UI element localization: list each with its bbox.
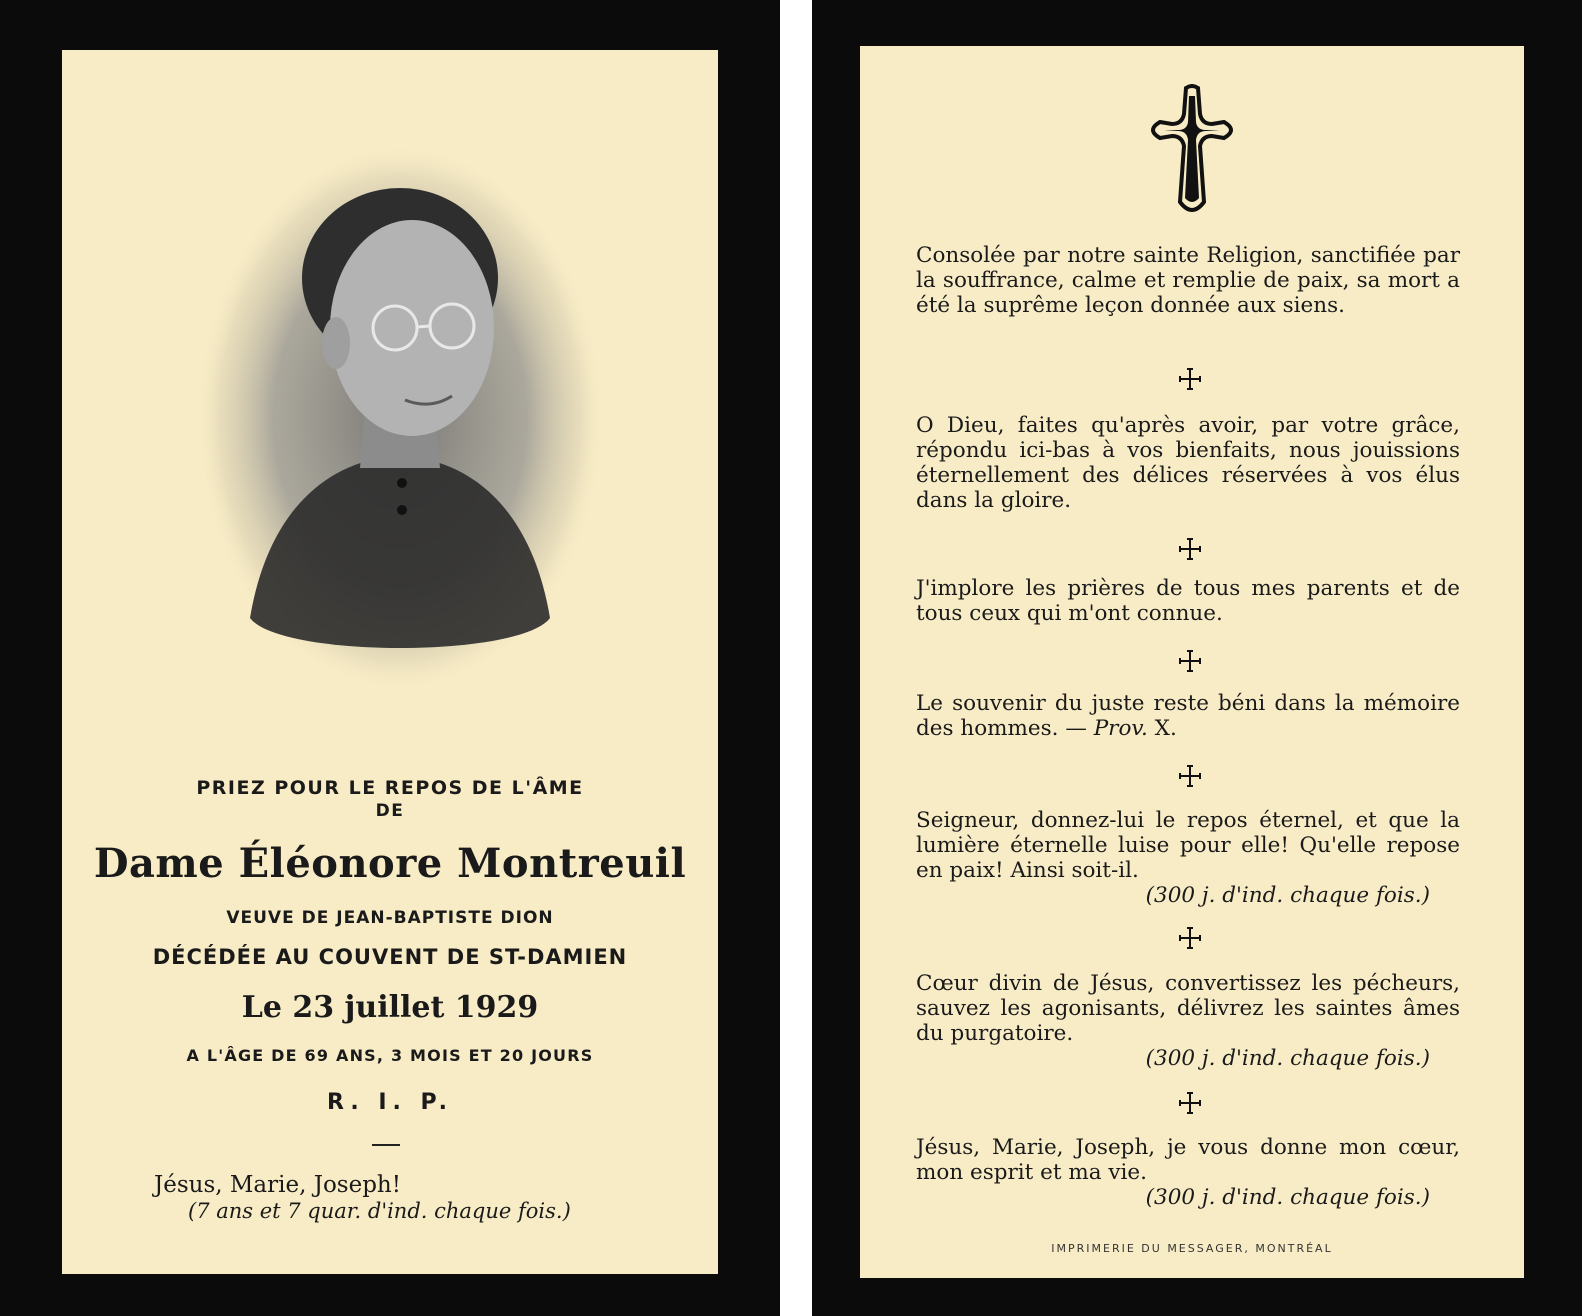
seigneur-text: Seigneur, donnez-lui le repos éternel, et que la lumière éternelle luise pour elle! Qu'elle repose en paix! Ainsi soit-il. <box>916 808 1460 883</box>
cross-icon <box>1146 84 1238 216</box>
maltese-cross-icon <box>1178 367 1202 391</box>
maltese-cross-icon <box>1178 926 1202 950</box>
pray-line: PRIEZ POUR LE REPOS DE L'ÂME <box>196 777 584 799</box>
maltese-cross-icon <box>1178 537 1202 561</box>
paragraph-souvenir <box>916 691 1460 741</box>
paragraph-coeur <box>916 971 1460 1071</box>
paragraph-seigneur <box>916 808 1460 908</box>
paragraph-consolation: Consolée par notre sainte Religion, sanctifiée par la souffrance, calme et remplie de paix, sa mort a été la suprême leçon donnée aux siens. <box>916 243 1460 318</box>
deceased-place-line: DÉCÉDÉE AU COUVENT DE ST-DAMIEN <box>152 945 628 969</box>
seigneur-indulgence: (300 j. d'ind. chaque fois.) <box>1145 883 1430 908</box>
age-line: A L'ÂGE DE 69 ANS, 3 MOIS ET 20 JOURS <box>186 1046 594 1065</box>
jesus-marie-indulgence: (300 j. d'ind. chaque fois.) <box>1145 1185 1430 1210</box>
divider <box>372 1144 400 1146</box>
invocation: Jésus, Marie, Joseph! <box>154 1172 401 1198</box>
souvenir-text: Le souvenir du juste reste béni dans la mémoire des hommes. — <box>916 691 1460 741</box>
widow-line: VEUVE DE JEAN-BAPTISTE DION <box>226 908 554 928</box>
memorial-card-front <box>0 0 780 1316</box>
souvenir-ref: Prov. <box>1093 716 1148 741</box>
maltese-cross-icon <box>1178 1091 1202 1115</box>
jesus-marie-text: Jésus, Marie, Joseph, je vous donne mon cœur, mon esprit et ma vie. <box>916 1135 1460 1185</box>
paragraph-prayer-god: O Dieu, faites qu'après avoir, par votre grâce, répondu ici-bas à vos bienfaits, nous jouissions éternellement des délices réservées à vos élus dans la gloire. <box>916 413 1460 513</box>
deceased-name: Dame Éléonore Montreuil <box>93 840 687 887</box>
rip-line: R. I. P. <box>326 1090 453 1115</box>
card-back-panel <box>860 46 1524 1278</box>
death-date: Le 23 juillet 1929 <box>241 990 539 1025</box>
paragraph-jesus-marie <box>916 1135 1460 1210</box>
souvenir-ref-num: X. <box>1154 716 1177 741</box>
maltese-cross-icon <box>1178 764 1202 788</box>
card-front-panel <box>62 50 718 1274</box>
printer-credit: IMPRIMERIE DU MESSAGER, MONTRÉAL <box>1051 1242 1333 1255</box>
coeur-text: Cœur divin de Jésus, convertissez les pécheurs, sauvez les agonisants, délivrez les saintes âmes du purgatoire. <box>916 971 1460 1046</box>
maltese-cross-icon <box>1178 649 1202 673</box>
portrait-photo <box>190 138 610 698</box>
paragraph-implore: J'implore les prières de tous mes parents et de tous ceux qui m'ont connue. <box>916 576 1460 626</box>
de-line: DE <box>375 801 405 821</box>
indulgence-note: (7 ans et 7 quar. d'ind. chaque fois.) <box>188 1199 571 1223</box>
memorial-card-back <box>812 0 1582 1316</box>
coeur-indulgence: (300 j. d'ind. chaque fois.) <box>1145 1046 1430 1071</box>
